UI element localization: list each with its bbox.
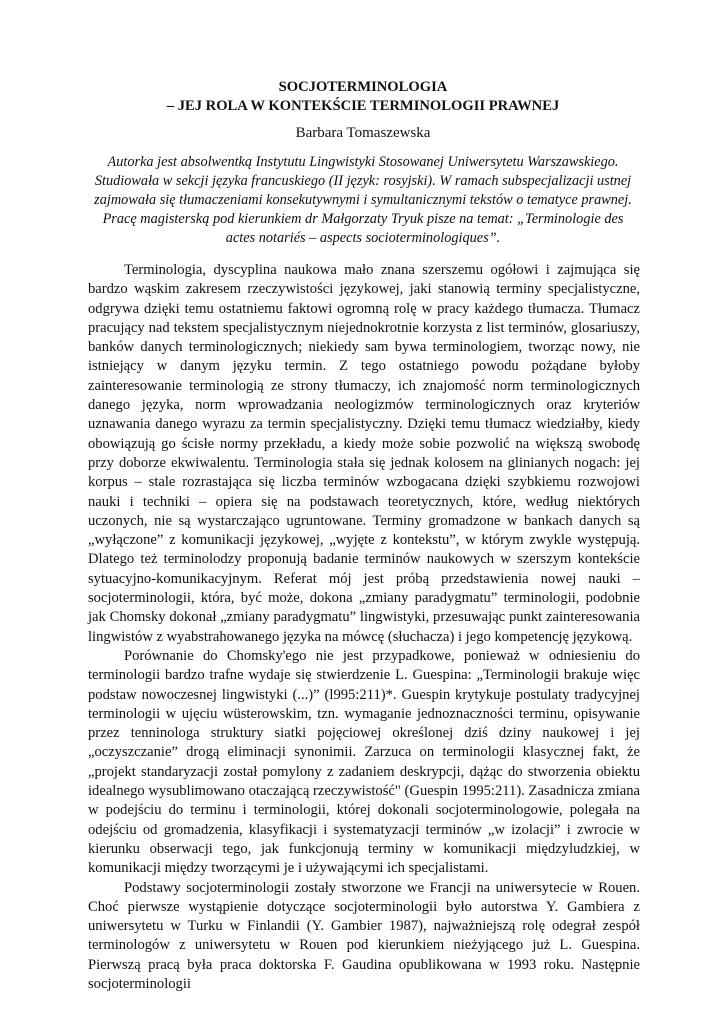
article-title bbox=[88, 78, 638, 115]
title-line-1: SOCJOTERMINOLOGIA bbox=[278, 79, 448, 95]
paragraph-1: Terminologia, dyscyplina naukowa mało znana szerszemu ogółowi i zajmująca się bardzo wąskim zakresem rzeczywistości językowej, jaki stanowią terminy specjalistyczne, odgrywa dzięki temu ostatniemu faktowi ogromną rolę w pracy każdego tłumacza. Tłumacz pracujący nad tekstem specjalistycznym niejednokrotnie korzysta z list terminów, glosariuszy, banków danych terminologicznych; niekiedy sam bywa terminologiem, tworząc nowy, nie istniejący w danym języku termin. Z tego ostatniego powodu pożądane byłoby zainteresowanie terminologią ze strony tłumaczy, ich znajomość norm terminologicznych danego języka, norm wprowadzania neologizmów terminologicznych oraz kryteriów uznawania danego wyrazu za termin specjalistyczny. Dzięki temu tłumacz wiedziałby, kiedy obowiązują go ścisłe normy przekładu, a kiedy może sobie pozwolić na większą swobodę przy doborze ekwiwalentu. Terminologia stała się jednak kolosem na glinianych nogach: jej korpus – stale rozrastająca się liczba terminów wzbogacana dzięki szybkiemu rozwojowi nauki i techniki – opiera się na podstawach teoretycznych, które, według niektórych uczonych, nie są wystarczająco ugruntowane. Terminy gromadzone w bankach danych są „wyłączone” z komunikacji językowej, „wyjęte z kontekstu”, w którym zwykle występują. Dlatego też terminolodzy proponują badanie terminów naukowych w szerszym kontekście sytuacyjno-komunikacyjnym. Referat mój jest próbą przedstawienia nowej nauki – socjoterminologii, która, być może, dokona „zmiany paradygmatu” terminologii, podobnie jak Chomsky dokonał „zmiany paradygmatu” lingwistyki, przesuwając punkt zainteresowania lingwistów z wyabstrahowanego języka na mówcę (słuchacza) i jego kompetencję językową. bbox=[88, 262, 640, 645]
author-name: Barbara Tomaszewska bbox=[295, 125, 431, 141]
author-bio: Autorka jest absolwentką Instytutu Lingwistyki Stosowanej Uniwersytetu Warszawskiego. Studiowała w sekcji języka francuskiego (II język: rosyjski). W ramach subspecjalizacji ustnej zajmowała się tłumaczeniami konsekutywnymi i symultanicznymi tekstów o tematyce prawnej. Pracę magisterską pod kierunkiem dr Małgorzaty Tryuk pisze na temat: „Terminologie des actes notariés – aspects socioterminologiques”. bbox=[94, 154, 632, 246]
title-line-2: – JEJ ROLA W KONTEKŚCIE TERMINOLOGII PRAWNEJ bbox=[166, 97, 560, 114]
paragraph-2: Porównanie do Chomsky'ego nie jest przypadkowe, ponieważ w odniesieniu do terminologii bardzo trafne wydaje się stwierdzenie L. Guespina: „Terminologii brakuje więc podstaw nowoczesnej lingwistyki (...)” (l995:211)*. Guespin krytykuje postulaty tradycyjnej terminologii w ujęciu wüsterowskim, tzn. wymaganie jednoznaczności terminu, opisywanie przez tenninologa struktury siatki pojęciowej określonej dziś dziny naukowej i jej „oczyszczanie” drogą eliminacji synonimii. Zarzuca on terminologii klasycznej fakt, że „projekt standaryzacji został pomylony z zadaniem deskrypcji, dążąc do stworzenia obiektu idealnego wysublimowano otaczającą rzeczywistość" (Guespin 1995:211). Zasadnicza zmiana w podejściu do terminu i terminologii, której dokonali socjoterminologowie, polegała na odejściu od gromadzenia, klasyfikacji i systematyzacji terminów „w izolacji” i zwrocie w kierunku obserwacji tego, jak funkcjonują terminy w komunikacji międzyludzkiej, w komunikacji między tworzącymi je i używającymi ich specjalistami. bbox=[88, 647, 640, 877]
paragraph-3: Podstawy socjoterminologii zostały stworzone we Francji na uniwersytecie w Rouen. Choć pierwsze wystąpienie dotyczące socjoterminologii było autorstwa Y. Gambiera z uniwersytetu w Turku w Finlandii (Y. Gambier 1987), najważniejszą rolę odegrał zespół terminologów z uniwersytetu w Rouen pod kierunkiem nieżyjącego już L. Guespina. Pierwszą pracą była praca doktorska F. Gaudina opublikowana w 1993 roku. Następnie socjoterminologii bbox=[88, 879, 640, 992]
article-body bbox=[88, 261, 640, 994]
